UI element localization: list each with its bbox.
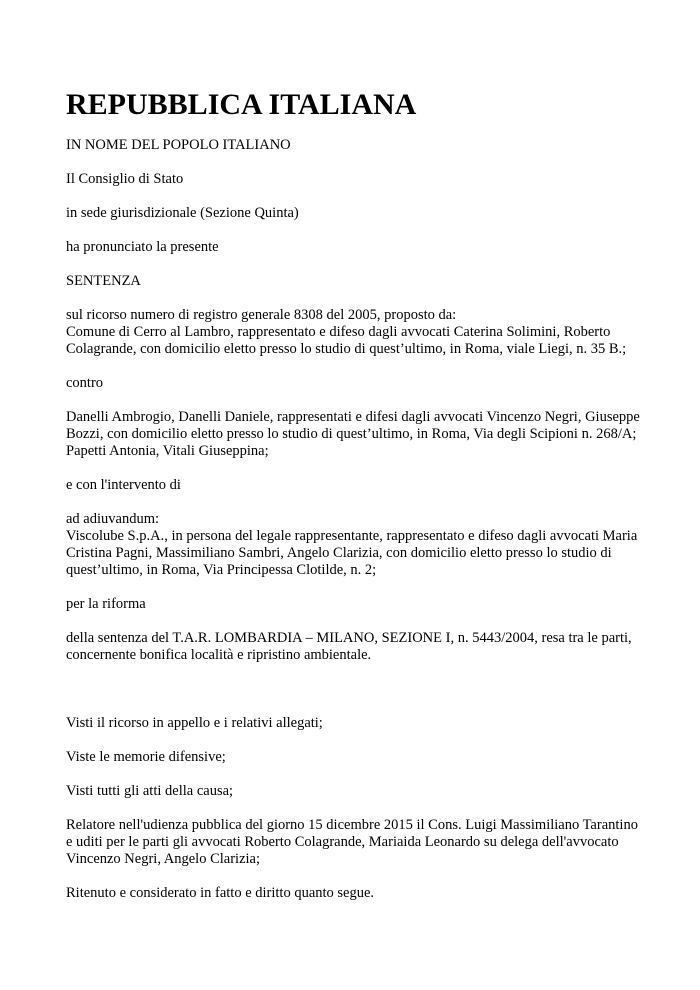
spacer xyxy=(66,698,666,715)
text-line: Bozzi, con domicilio eletto presso lo studio di quest’ultimo, in Roma, Via degli Scipioni n. 268/A; xyxy=(66,426,637,442)
text-line: concernente bonifica località e ripristino ambientale. xyxy=(66,647,372,663)
spacer xyxy=(66,681,666,698)
heading-sentenza xyxy=(66,273,666,290)
paragraph-relatore xyxy=(66,817,666,868)
text-line: ha pronunciato la presente xyxy=(66,239,219,255)
heading-pronunciato xyxy=(66,239,666,256)
text-line: contro xyxy=(66,375,104,391)
paragraph-visti-atti xyxy=(66,783,666,800)
text-line: Ritenuto e considerato in fatto e diritto quanto segue. xyxy=(66,885,375,901)
text-line: SENTENZA xyxy=(66,273,141,289)
heading-consiglio xyxy=(66,171,666,188)
text-line: Danelli Ambrogio, Danelli Daniele, rappresentati e difesi dagli avvocati Vincenzo Negri, Giuseppe xyxy=(66,409,640,425)
text-line: Visti il ricorso in appello e i relativi allegati; xyxy=(66,715,323,731)
heading-sede xyxy=(66,205,666,222)
text-line: Comune di Cerro al Lambro, rappresentato e difeso dagli avvocati Caterina Solimini, Roberto xyxy=(66,324,611,340)
text-line: Viste le memorie difensive; xyxy=(66,749,226,765)
paragraph-sentenza-tar xyxy=(66,630,666,664)
paragraph-intervento xyxy=(66,477,666,494)
text-line: in sede giurisdizionale (Sezione Quinta) xyxy=(66,205,299,221)
paragraph-resistenti xyxy=(66,409,666,460)
text-line: Il Consiglio di Stato xyxy=(66,171,184,187)
text-line: quest’ultimo, in Roma, Via Principessa Clotilde, n. 2; xyxy=(66,562,377,578)
text-line: IN NOME DEL POPOLO ITALIANO xyxy=(66,137,291,153)
text-line: Vincenzo Negri, Angelo Clarizia; xyxy=(66,851,261,867)
paragraph-visti-ricorso xyxy=(66,715,666,732)
text-line: Colagrande, con domicilio eletto presso lo studio di quest’ultimo, in Roma, viale Liegi, n. 35 B.; xyxy=(66,341,627,357)
text-line: Relatore nell'udienza pubblica del giorno 15 dicembre 2015 il Cons. Luigi Massimiliano Tarantino xyxy=(66,817,638,833)
text-line: Viscolube S.p.A., in persona del legale rappresentante, rappresentato e difeso dagli avvocati Maria xyxy=(66,528,638,544)
heading-popolo xyxy=(66,137,666,154)
paragraph-contro xyxy=(66,375,666,392)
paragraph-adiuvandum xyxy=(66,511,666,579)
text-line: Papetti Antonia, Vitali Giuseppina; xyxy=(66,443,269,459)
text-line: e con l'intervento di xyxy=(66,477,181,493)
document-body xyxy=(66,88,666,919)
paragraph-ritenuto xyxy=(66,885,666,902)
text-line: sul ricorso numero di registro generale 8308 del 2005, proposto da: xyxy=(66,307,457,323)
text-line: Visti tutti gli atti della causa; xyxy=(66,783,234,799)
paragraph-riforma xyxy=(66,596,666,613)
document-title: REPUBBLICA ITALIANA xyxy=(66,88,417,121)
text-line: ad adiuvandum: xyxy=(66,511,160,527)
text-line: della sentenza del T.A.R. LOMBARDIA – MILANO, SEZIONE I, n. 5443/2004, resa tra le parti, xyxy=(66,630,632,646)
text-line: e uditi per le parti gli avvocati Roberto Colagrande, Mariaida Leonardo su delega dell'avvocato xyxy=(66,834,619,850)
text-line: per la riforma xyxy=(66,596,146,612)
paragraph-viste-memorie xyxy=(66,749,666,766)
text-line: Cristina Pagni, Massimiliano Sambri, Angelo Clarizia, con domicilio eletto presso lo studio di xyxy=(66,545,612,561)
paragraph-ricorso xyxy=(66,307,666,358)
